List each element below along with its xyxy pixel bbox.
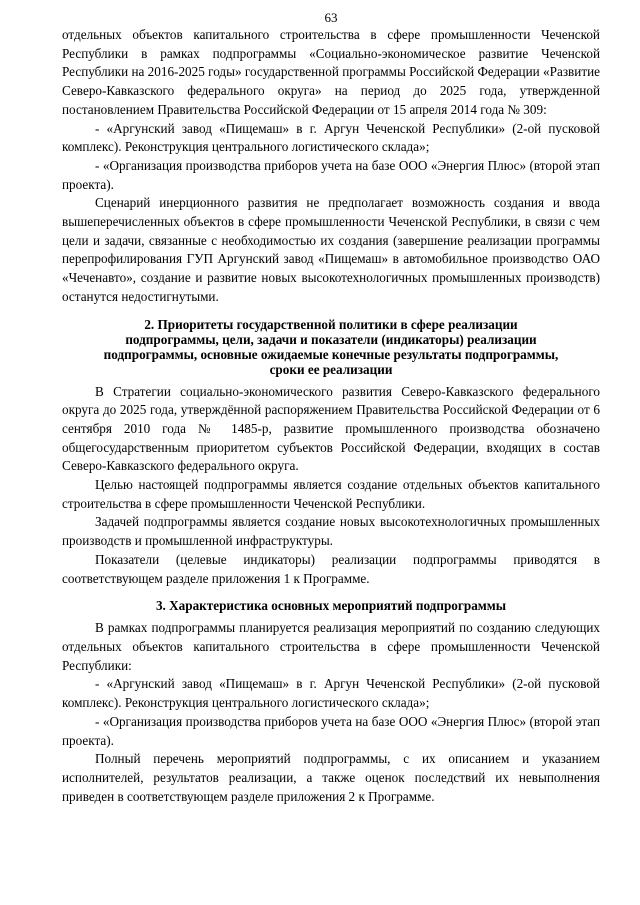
section-2-heading (62, 317, 600, 377)
section-3-heading: 3. Характеристика основных мероприятий подпрограммы (155, 598, 507, 614)
section-3-intro: В рамках подпрограммы планируется реализация мероприятий по созданию следующих отдельных объектов капитального строительства в сфере промышленности Чеченской Республики: (62, 620, 600, 673)
section-2-title-line: подпрограммы, основные ожидаемые конечные результаты подпрограммы, (103, 346, 559, 362)
intro-list-item: - «Организация производства приборов учета на базе ООО «Энергия Плюс» (второй этап проекта). (62, 157, 600, 192)
section-2-paragraph: Задачей подпрограммы является создание новых высокотехнологичных промышленных производств и промышленной инфраструктуры. (62, 514, 600, 549)
intro-list-item: - «Аргунский завод «Пищемаш» в г. Аргун Чеченской Республики» (2-ой пусковой комплекс). Реконструкция центрального логистического склада»; (62, 120, 600, 155)
section-2-paragraph: В Стратегии социально-экономического развития Северо-Кавказского федерального округа до 2025 года, утверждённой распоряжением Правительства Российской Федерации от 6 сентября 2010 года № 1485-р, развитие промышленного производства обозначено общегосударственным приоритетом субъектов Российской Федерации, входящих в состав Северо-Кавказского федерального округа. (62, 383, 600, 474)
section-2-title-line: подпрограммы, цели, задачи и показатели (индикаторы) реализации (125, 331, 537, 347)
intro-paragraph: отдельных объектов капитального строительства в сфере промышленности Чеченской Республики в рамках подпрограммы «Социально-экономическое развитие Чеченской Республики на 2016-2025 годы» государственной программы Российской Федерации «Развитие Северо-Кавказского федерального округа» на период до 2025 года, утвержденной постановлением Правительства Российской Федерации от 15 апреля 2014 года № 309: (62, 27, 600, 117)
section-2-title-line: сроки ее реализации (269, 361, 393, 377)
inertial-scenario-paragraph: Сценарий инерционного развития не предполагает возможность создания и ввода вышеперечисленных объектов в сфере промышленности Чеченской Республики, в связи с чем цели и задачи, связанные с необходимостью их создания (завершение реализации программы перепрофилирования ГУП Аргунский завод «Пищемаш» в автомобильное производство ОАО «Чеченавто», создание и развитие новых высокотехнологичных промышленных производств) останутся недостигнутыми. (62, 195, 600, 304)
page-number: 63 (324, 10, 338, 25)
section-2-title-line: 2. Приоритеты государственной политики в сфере реализации (144, 316, 518, 332)
section-3-closing-paragraph: Полный перечень мероприятий подпрограммы, с их описанием и указанием исполнителей, результатов реализации, а также оценок последствий их невыполнения приведен в соответствующем разделе приложения 2 к Программе. (62, 751, 600, 804)
section-2-paragraph: Целью настоящей подпрограммы является создание отдельных объектов капитального строительства в сфере промышленности Чеченской Республики. (62, 477, 600, 511)
spacer (62, 588, 600, 598)
section-2-paragraph: Показатели (целевые индикаторы) реализации подпрограммы приводятся в соответствующем разделе приложения 1 к Программе. (62, 551, 600, 586)
section-3-list-item: - «Организация производства приборов учета на базе ООО «Энергия Плюс» (второй этап проекта). (62, 713, 600, 748)
spacer (62, 307, 600, 317)
section-3-list-item: - «Аргунский завод «Пищемаш» в г. Аргун Чеченской Республики» (2-ой пусковой комплекс). Реконструкция центрального логистического склада»; (62, 676, 600, 711)
